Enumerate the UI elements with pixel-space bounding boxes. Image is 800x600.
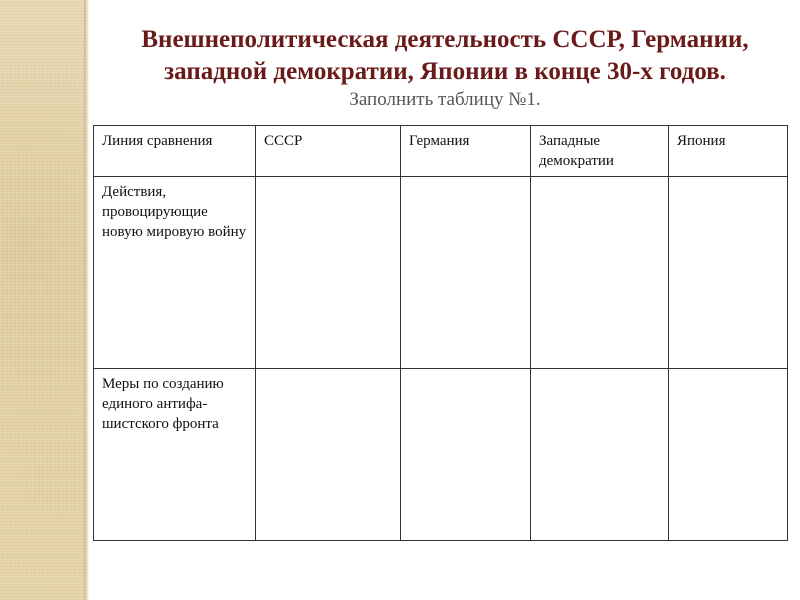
cell-japan[interactable] xyxy=(669,177,788,369)
side-panel-edge xyxy=(84,0,89,600)
cell-western-democracies[interactable] xyxy=(531,369,669,541)
slide-title xyxy=(90,24,800,88)
header-japan: Япония xyxy=(669,126,788,177)
header-germany: Германия xyxy=(401,126,531,177)
row-label-war-provoking-actions: Действия, провоцирующие новую мировую войну xyxy=(94,177,256,369)
cell-ussr[interactable] xyxy=(256,369,401,541)
header-comparison-line: Линия сравнения xyxy=(94,126,256,177)
header-ussr: СССР xyxy=(256,126,401,177)
comparison-table xyxy=(93,125,788,541)
cell-germany[interactable] xyxy=(401,369,531,541)
slide-title-line-2: западной демократии, Японии в конце 30-х годов. xyxy=(164,58,726,85)
row-label-antifascist-front-measures: Меры по созданию единого антифа-шистского фронта xyxy=(94,369,256,541)
slide-title-line-1: Внешнеполитическая деятельность СССР, Германии, xyxy=(141,26,749,53)
header-western-democracies: Западные демократии xyxy=(531,126,669,177)
cell-japan[interactable] xyxy=(669,369,788,541)
cell-germany[interactable] xyxy=(401,177,531,369)
decorative-side-panel xyxy=(0,0,84,600)
slide-subtitle: Заполнить таблицу №1. xyxy=(349,89,541,110)
cell-western-democracies[interactable] xyxy=(531,177,669,369)
table-row xyxy=(94,369,788,541)
table-header-row xyxy=(94,126,788,177)
table-row xyxy=(94,177,788,369)
cell-ussr[interactable] xyxy=(256,177,401,369)
